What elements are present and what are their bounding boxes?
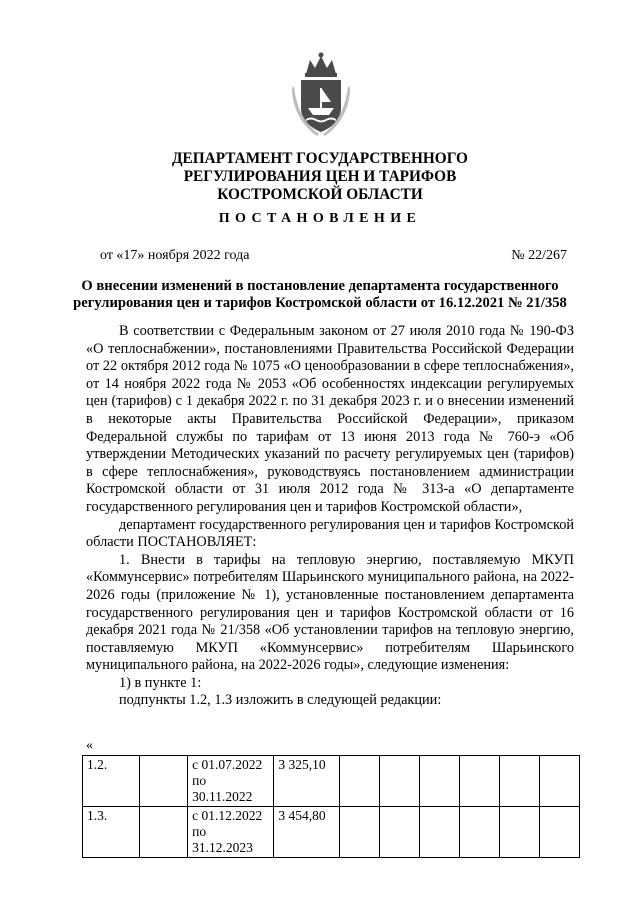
empty-cell <box>380 756 420 807</box>
empty-cell <box>539 807 579 858</box>
department-line: РЕГУЛИРОВАНИЯ ЦЕН И ТАРИФОВ <box>183 168 457 185</box>
empty-cell <box>500 807 540 858</box>
empty-cell <box>340 807 380 858</box>
subitem-1-paragraph: 1) в пункте 1: <box>119 674 202 691</box>
table-row <box>83 756 580 807</box>
row-number-cell: 1.3. <box>83 807 140 858</box>
subject-line: регулирования цен и тарифов Костромской области от 16.12.2021 № 21/358 <box>73 295 567 311</box>
empty-cell <box>340 756 380 807</box>
empty-cell <box>420 756 460 807</box>
preamble-paragraph: В соответствии с Федеральным законом от 27 июля 2010 года № 190-ФЗ «О теплоснабжении», постановлениями Правительства Российской Федерации от 22 октября 2012 года № 1075 «О ценообразовании в сфере теплоснабжения», от 14 ноября 2022 года № 2053 «Об особенностях индексации регулируемых цен (тарифов) с 1 декабря 2022 г. по 31 декабря 2023 г. и о внесении изменений в некоторые акты Правительства Российской Федерации», приказом Федеральной службы по тарифам от 13 июня 2013 года № 760-э «Об утверждении Методических указаний по расчету регулируемых цен (тарифов) в сфере теплоснабжения», руководствуясь постановлением администрации Костромской области от 31 июля 2012 года № 313-а «О департаменте государственного регулирования цен и тарифов Костромской области», <box>86 323 574 515</box>
period-start: с 01.12.2022 <box>192 808 263 823</box>
empty-cell <box>420 807 460 858</box>
document-type-title: ПОСТАНОВЛЕНИЕ <box>218 211 422 226</box>
quote-open-mark: « <box>86 738 93 753</box>
period-cell <box>188 756 274 807</box>
document-subject <box>70 278 570 312</box>
department-line: КОСТРОМСКОЙ ОБЛАСТИ <box>217 186 423 203</box>
empty-cell <box>460 807 500 858</box>
empty-cell <box>139 807 188 858</box>
tariff-value-cell: 3 454,80 <box>274 807 340 858</box>
period-start: с 01.07.2022 <box>192 757 263 772</box>
resolution-paragraph: департамент государственного регулирования цен и тарифов Костромской области ПОСТАНОВЛЯЕТ: <box>86 516 574 551</box>
department-name <box>0 150 640 204</box>
subitem-2-paragraph: подпункты 1.2, 1.3 изложить в следующей редакции: <box>119 692 442 709</box>
period-cell <box>188 807 274 858</box>
period-end: по 30.11.2022 <box>192 773 253 804</box>
department-line: ДЕПАРТАМЕНТ ГОСУДАРСТВЕННОГО <box>172 150 468 167</box>
empty-cell <box>380 807 420 858</box>
tariff-value-cell: 3 325,10 <box>274 756 340 807</box>
item-1-paragraph: 1. Внести в тарифы на тепловую энергию, поставляемую МКУП «Коммунсервис» потребителям Шарьинского муниципального района, на 2022-2026 годы (приложение № 1), установленные постановлением департамента государственного регулирования цен и тарифов Костромской области от 16 декабря 2021 года № 21/358 «Об установлении тарифов на тепловую энергию, поставляемую МКУП «Коммунсервис» потребителям Шарьинского муниципального района, на 2022-2026 годы», следующие изменения: <box>86 551 574 674</box>
document-body <box>86 323 574 710</box>
subject-line: О внесении изменений в постановление департамента государственного <box>81 278 559 294</box>
period-end: по 31.12.2023 <box>192 824 253 855</box>
empty-cell <box>500 756 540 807</box>
document-number: № 22/267 <box>511 248 567 263</box>
empty-cell <box>139 756 188 807</box>
empty-cell <box>460 756 500 807</box>
row-number-cell: 1.2. <box>83 756 140 807</box>
tariff-table <box>82 755 580 858</box>
document-date: от «17» ноября 2022 года <box>100 248 250 263</box>
coat-of-arms-emblem <box>292 52 350 138</box>
table-row <box>83 807 580 858</box>
empty-cell <box>539 756 579 807</box>
